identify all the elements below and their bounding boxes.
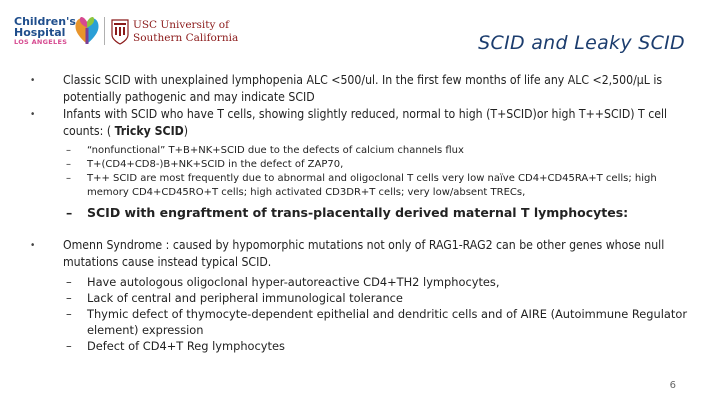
slide-content <box>30 72 690 354</box>
chla-logo-line1: Children's <box>14 15 76 28</box>
dash-icon: – <box>66 205 73 220</box>
bullet-text-before: Infants with SCID who have T cells, showing slightly reduced, normal to high (T+SCID)or high T++SCID) T cell counts: ( <box>63 107 668 138</box>
subitem <box>30 274 690 290</box>
subitem <box>30 158 690 172</box>
bullet-tricky-scid <box>30 106 690 140</box>
subitem-text: Have autologous oligoclonal hyper-autoreactive CD4+TH2 lymphocytes, <box>87 275 500 289</box>
subitem <box>30 172 690 200</box>
chla-heart-icon <box>74 14 100 46</box>
subitem-text: SCID with engraftment of trans-placentally derived maternal T lymphocytes: <box>87 205 629 220</box>
subitem-text: Thymic defect of thymocyte-dependent epithelial and dendritic cells and of AIRE (Autoimmune Regulator element) expression <box>87 307 688 337</box>
logo-divider <box>104 17 105 45</box>
subitem-text: “nonfunctional” T+B+NK+SCID due to the defects of calcium channels flux <box>87 145 464 156</box>
subitem-text: Defect of CD4+T Reg lymphocytes <box>87 339 285 353</box>
chla-logo-line3: LOS ANGELES <box>14 38 68 46</box>
bullet-text: Classic SCID with unexplained lymphopenia ALC <500/ul. In the first few months of life any ALC <2,500/µL is potentially pathogenic and may indicate SCID <box>63 73 663 104</box>
dash-icon: – <box>66 173 71 184</box>
dash-icon: – <box>66 145 71 156</box>
bullet-omenn-syndrome <box>30 237 690 271</box>
subitem-maternal-engraftment <box>30 204 690 221</box>
dash-icon: – <box>66 307 72 321</box>
chla-logo-line2: Hospital <box>14 26 66 39</box>
dash-icon: – <box>66 291 72 305</box>
usc-seal-icon <box>111 19 129 45</box>
usc-logo-line1: USC University of <box>133 19 229 31</box>
page-number: 6 <box>669 380 676 391</box>
bullet-icon: • <box>30 109 36 120</box>
bullet-icon: • <box>30 240 36 251</box>
dash-icon: – <box>66 159 71 170</box>
subitem-text: T++ SCID are most frequently due to abnormal and oligoclonal T cells very low naïve CD4+CD45RA+T cells; high memory CD4+CD45RO+T cells; high activated CD3DR+T cells; very low/absent TRECs, <box>87 173 657 198</box>
subitem <box>30 290 690 306</box>
subitem <box>30 306 690 338</box>
subitem <box>30 338 690 354</box>
subitem-text: T+(CD4+CD8-)B+NK+SCID in the defect of ZAP70, <box>87 159 344 170</box>
chla-logo <box>14 14 98 48</box>
bullet-text-after: ) <box>183 124 189 138</box>
dash-icon: – <box>66 275 72 289</box>
subitem <box>30 144 690 158</box>
usc-logo <box>111 19 239 47</box>
bullet-text-bold: Tricky SCID <box>114 124 184 138</box>
subitem-text: Lack of central and peripheral immunological tolerance <box>87 291 403 305</box>
slide-title: SCID and Leaky SCID <box>478 32 685 54</box>
usc-logo-line2: Southern California <box>133 32 239 44</box>
bullet-icon: • <box>30 75 36 86</box>
bullet-text: Omenn Syndrome : caused by hypomorphic mutations not only of RAG1-RAG2 can be other genes whose null mutations cause instead typical SCID. <box>63 238 665 269</box>
bullet-classic-scid <box>30 72 690 106</box>
dash-icon: – <box>66 339 72 353</box>
